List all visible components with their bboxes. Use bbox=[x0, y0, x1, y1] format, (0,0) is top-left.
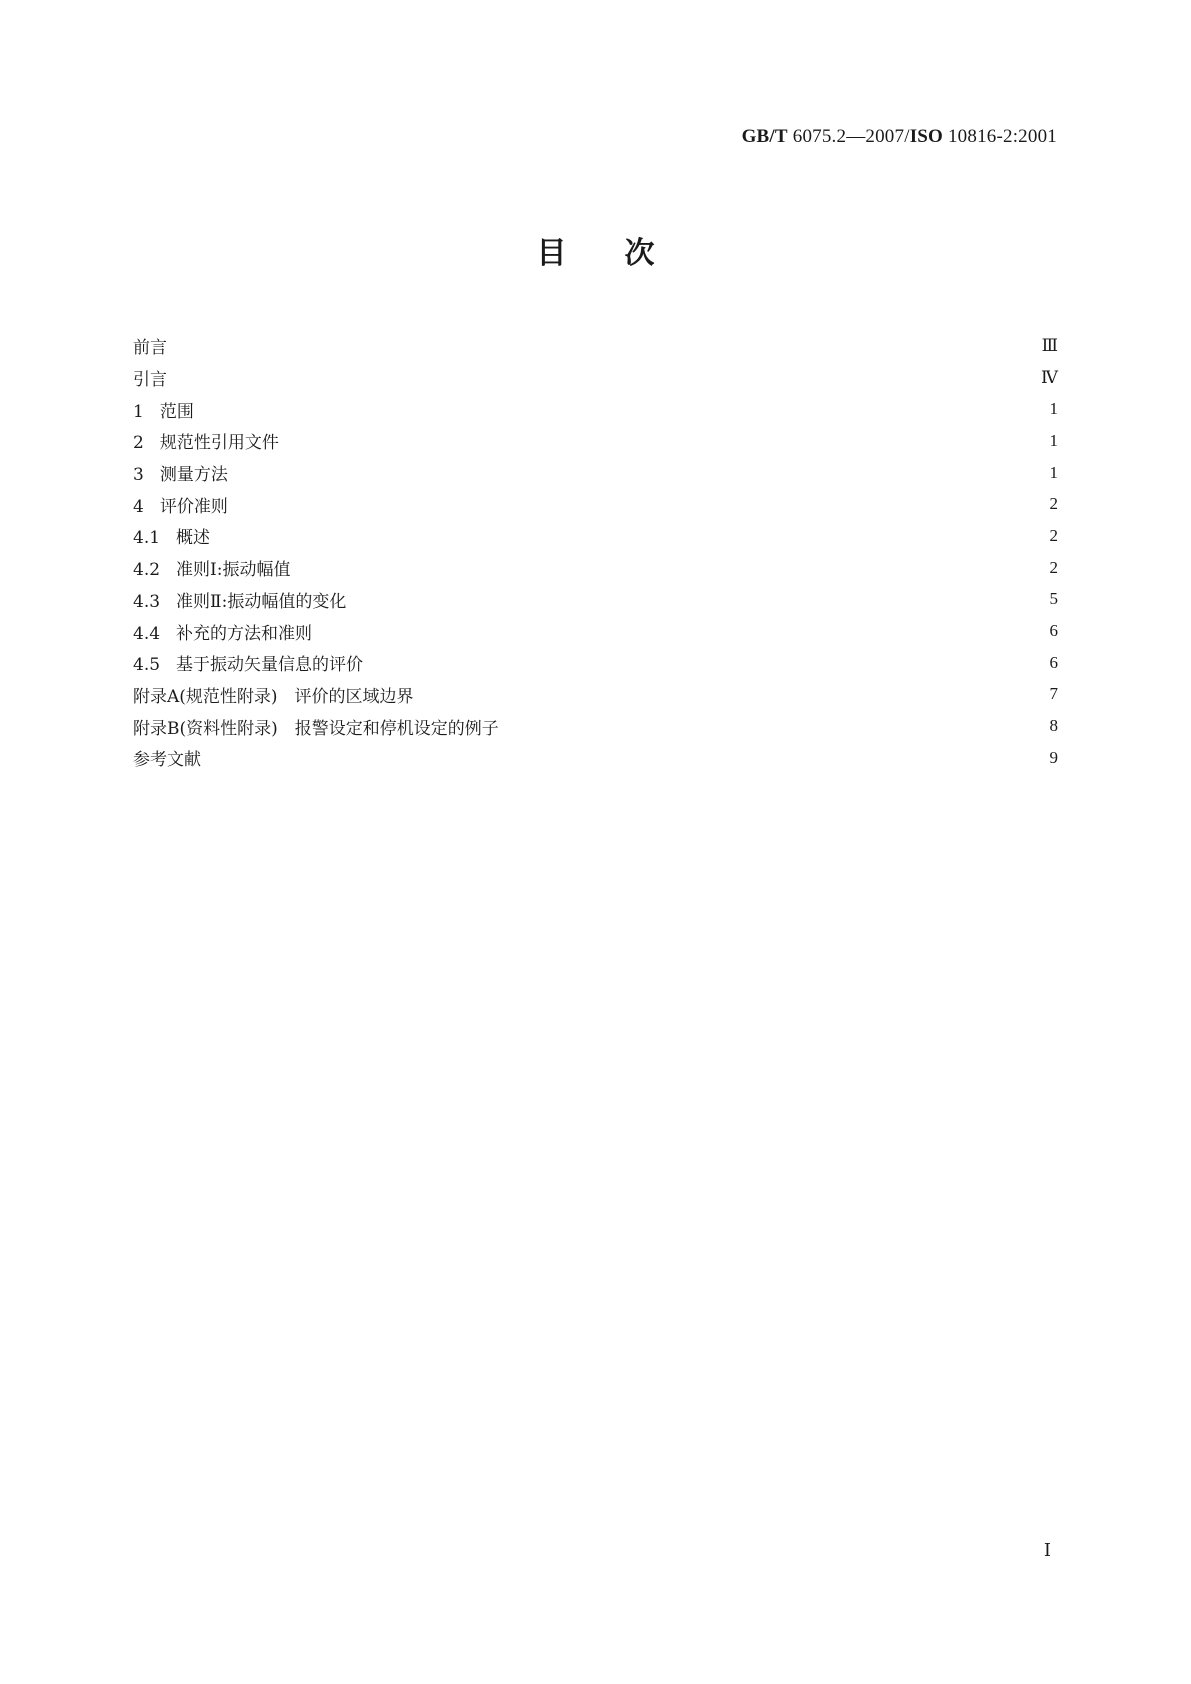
table-of-contents bbox=[133, 330, 1058, 774]
toc-entry-label: 4.4 补充的方法和准则 bbox=[133, 623, 313, 644]
toc-entry-label: 前言 bbox=[133, 338, 167, 359]
toc-entry-4-2[interactable] bbox=[133, 552, 1058, 584]
toc-dot-leader bbox=[346, 592, 1042, 606]
toc-entry-label: 引言 bbox=[133, 370, 167, 391]
toc-entry-1[interactable] bbox=[133, 393, 1058, 425]
toc-section-number: 4 bbox=[133, 496, 144, 517]
page-number: Ⅰ bbox=[1043, 1540, 1051, 1560]
toc-page-number: 6 bbox=[1049, 621, 1058, 641]
toc-entry-annex-a[interactable] bbox=[133, 679, 1058, 711]
toc-page-number: 5 bbox=[1049, 589, 1058, 609]
toc-section-number: 1 bbox=[133, 401, 144, 422]
toc-entry-bibliography[interactable] bbox=[133, 742, 1058, 774]
toc-dot-leader bbox=[316, 624, 1042, 638]
toc-section-number: 4.3 bbox=[133, 591, 161, 612]
toc-dot-leader bbox=[198, 402, 1042, 416]
toc-section-number: 2 bbox=[133, 433, 144, 454]
toc-dot-leader bbox=[201, 751, 1042, 765]
toc-section-number: 4.5 bbox=[133, 655, 161, 676]
toc-section-number: 4.1 bbox=[133, 528, 161, 549]
toc-page-number: 8 bbox=[1049, 716, 1058, 736]
toc-entry-label: 1 范围 bbox=[133, 401, 194, 422]
standard-code-number: 6075.2—2007/ bbox=[787, 126, 910, 147]
toc-entry-3[interactable] bbox=[133, 457, 1058, 489]
toc-entry-label: 4.3 准则Ⅱ:振动幅值的变化 bbox=[133, 591, 347, 612]
toc-dot-leader bbox=[171, 371, 1037, 385]
toc-entry-introduction[interactable] bbox=[133, 362, 1058, 394]
toc-section-number: 4.4 bbox=[133, 623, 161, 644]
toc-page-number: 9 bbox=[1049, 747, 1058, 767]
toc-entry-label: 4.5 基于振动矢量信息的评价 bbox=[133, 655, 364, 676]
toc-page-number: 1 bbox=[1049, 462, 1058, 482]
toc-page-number: 2 bbox=[1049, 494, 1058, 514]
toc-page-number: 1 bbox=[1049, 399, 1058, 419]
toc-page-number: Ⅳ bbox=[1041, 367, 1058, 387]
toc-entry-4-1[interactable] bbox=[133, 520, 1058, 552]
toc-entry-4-5[interactable] bbox=[133, 647, 1058, 679]
toc-dot-leader bbox=[291, 561, 1043, 575]
toc-entry-2[interactable] bbox=[133, 425, 1058, 457]
standard-code-gbt: GB/T bbox=[741, 126, 788, 147]
toc-dot-leader bbox=[232, 466, 1042, 480]
toc-entry-4-4[interactable] bbox=[133, 615, 1058, 647]
toc-entry-label: 4 评价准则 bbox=[133, 496, 228, 517]
toc-dot-leader bbox=[283, 434, 1042, 448]
page-title-char-1: 目 bbox=[536, 236, 567, 271]
toc-section-number: 3 bbox=[133, 465, 144, 486]
toc-page-number: Ⅲ bbox=[1041, 335, 1058, 355]
toc-page-number: 2 bbox=[1049, 557, 1058, 577]
toc-dot-leader bbox=[418, 687, 1042, 701]
toc-dot-leader bbox=[367, 656, 1042, 670]
page-title bbox=[0, 228, 1191, 272]
toc-page-number: 1 bbox=[1049, 430, 1058, 450]
toc-entry-label: 3 测量方法 bbox=[133, 465, 228, 486]
toc-page-number: 7 bbox=[1049, 684, 1058, 704]
toc-entry-label: 2 规范性引用文件 bbox=[133, 433, 279, 454]
toc-entry-label: 参考文献 bbox=[133, 750, 201, 771]
toc-page-number: 2 bbox=[1049, 525, 1058, 545]
toc-page-number: 6 bbox=[1049, 652, 1058, 672]
toc-entry-label: 4.1 概述 bbox=[133, 528, 211, 549]
standard-code-iso: ISO bbox=[909, 126, 944, 147]
toc-section-number: 4.2 bbox=[133, 560, 161, 581]
toc-dot-leader bbox=[214, 529, 1042, 543]
toc-entry-annex-b[interactable] bbox=[133, 710, 1058, 742]
toc-entry-label: 附录A(规范性附录) 评价的区域边界 bbox=[133, 686, 414, 707]
toc-entry-4[interactable] bbox=[133, 488, 1058, 520]
toc-dot-leader bbox=[232, 497, 1042, 511]
page-title-char-2: 次 bbox=[624, 236, 655, 271]
standard-code bbox=[742, 126, 1057, 148]
toc-entry-4-3[interactable] bbox=[133, 584, 1058, 616]
toc-dot-leader bbox=[499, 719, 1042, 733]
toc-entry-preface[interactable] bbox=[133, 330, 1058, 362]
toc-entry-label: 附录B(资料性附录) 报警设定和停机设定的例子 bbox=[133, 718, 499, 739]
standard-code-iso-number: 10816-2:2001 bbox=[943, 126, 1057, 147]
toc-dot-leader bbox=[171, 339, 1038, 353]
toc-entry-label: 4.2 准则Ⅰ:振动幅值 bbox=[133, 560, 291, 581]
